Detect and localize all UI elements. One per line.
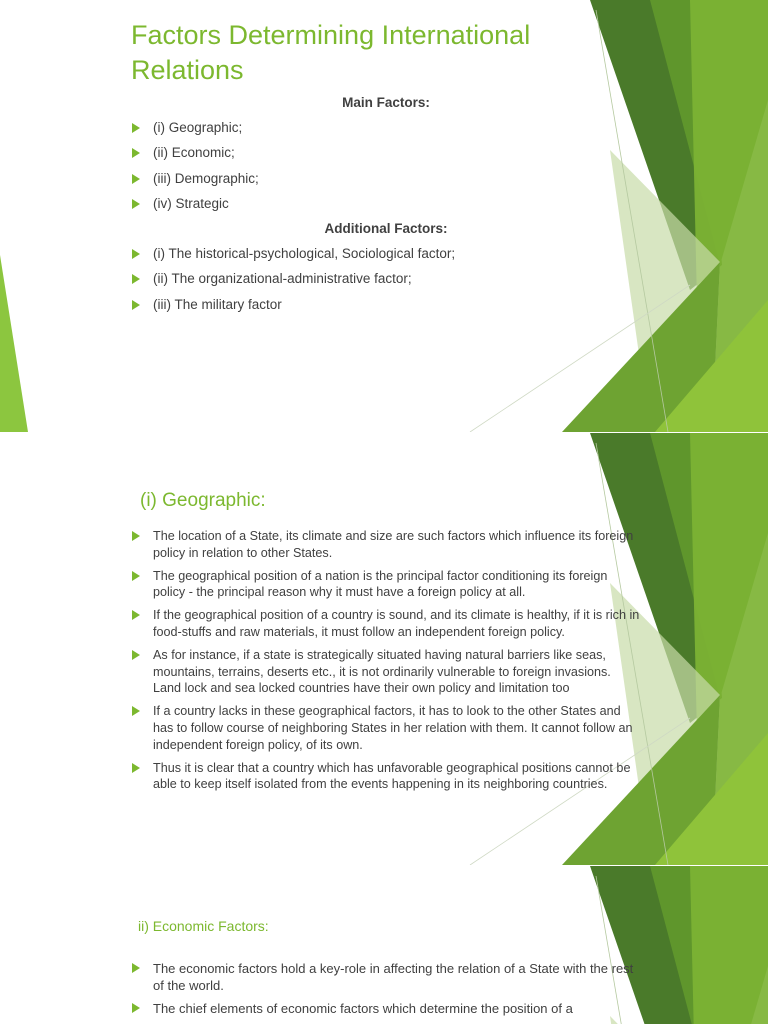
bullet-arrow-icon [132,148,140,158]
bullet-arrow-icon [132,531,140,541]
list-item: (iii) The military factor [131,297,611,322]
list-item: (iii) Demographic; [131,171,611,196]
slide-1 [0,0,768,432]
slide-title: Factors Determining International Relations [131,20,531,85]
list-item: (iv) Strategic [131,196,611,221]
bullet-arrow-icon [132,610,140,620]
bullet-arrow-icon [132,199,140,209]
list-item: (ii) Economic; [131,145,611,170]
bullet-arrow-icon [132,300,140,310]
right-shard [690,866,768,1024]
list-item: (i) Geographic; [131,120,611,145]
bullet-arrow-icon [132,174,140,184]
list-item: Thus it is clear that a country which has unfavorable geographical positions cannot be able to keep itself isolated from the events happening in its neighboring countries. [131,760,641,794]
bullet-arrow-icon [132,1003,140,1013]
economic-list [131,960,641,1023]
list-item: If the geographical position of a country is sound, and its climate is healthy, if it is rich in food-stuffs and raw materials, it must follow an independent foreign policy. [131,607,641,641]
bullet-arrow-icon [132,963,140,973]
list-item: The economic factors hold a key-role in affecting the relation of a State with the rest of the world. [131,960,641,994]
bullet-arrow-icon [132,123,140,133]
bullet-arrow-icon [132,571,140,581]
economic-heading: ii) Economic Factors: [138,918,269,934]
geographic-heading: (i) Geographic: [140,490,266,511]
list-item: As for instance, if a state is strategically situated having natural barriers like seas, mountains, terrains, deserts etc., it is not ordinarily vulnerable to foreign invasions. Land lock and sea locked countries have their own policy and limitation too [131,647,641,697]
bullet-arrow-icon [132,274,140,284]
list-item: (ii) The organizational-administrative factor; [131,271,611,296]
bullet-arrow-icon [132,650,140,660]
main-factors-heading: Main Factors: [342,95,430,110]
list-item: The location of a State, its climate and size are such factors which influence its foreign policy in relation to other States. [131,528,641,562]
bullet-arrow-icon [132,249,140,259]
geographic-list [131,528,641,799]
slide-3 [0,866,768,1024]
additional-factors-heading: Additional Factors: [324,221,448,236]
list-item: The geographical position of a nation is the principal factor conditioning its foreign policy - the principal reason why it must have a foreign policy at all. [131,568,641,602]
main-factors-list [131,120,611,221]
bullet-arrow-icon [132,763,140,773]
list-item: If a country lacks in these geographical factors, it has to look to the other States and has to follow course of neighboring States in her relation with them. It cannot follow an independent foreign policy, of its own. [131,703,641,753]
left-sliver [0,255,28,432]
list-item: The chief elements of economic factors which determine the position of a [131,1000,641,1017]
additional-factors-list [131,246,611,322]
slide-2 [0,433,768,865]
list-item: (i) The historical-psychological, Sociological factor; [131,246,611,271]
bullet-arrow-icon [132,706,140,716]
